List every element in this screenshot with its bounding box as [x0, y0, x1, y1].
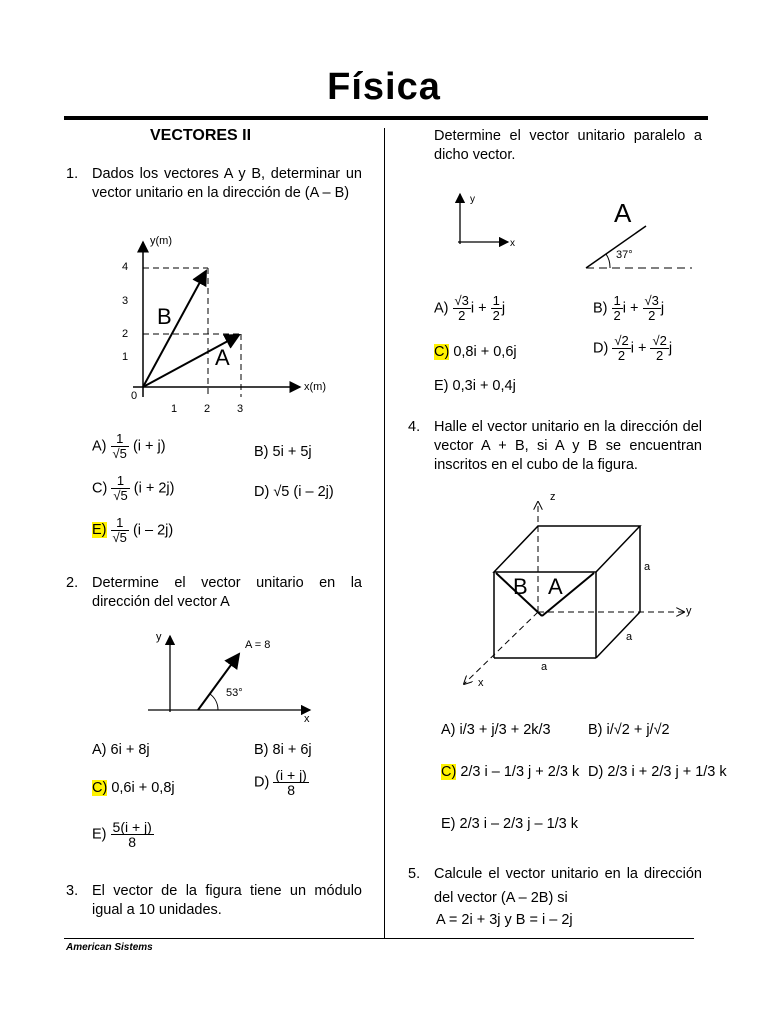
- question-3-continued: Determine el vector unitario paralelo a dicho vector.: [434, 128, 702, 163]
- question-text: Dados los vectores A y B, determinar un vector unitario en la dirección de (A – B): [92, 166, 362, 201]
- option-e[interactable]: E) $\frac{1}{√5}$ (i – 2j): [92, 515, 174, 545]
- y-tick: 4: [122, 261, 129, 273]
- x-axis-label: x(m): [304, 381, 326, 393]
- svg-text:y: y: [470, 194, 475, 205]
- origin-label: 0: [131, 390, 138, 402]
- option-a[interactable]: A) i/3 + j/3 + 2k/3: [441, 722, 551, 738]
- option-d[interactable]: D) $\frac{√2}{2}$ i + $\frac{√2}{2}$ j: [593, 333, 673, 363]
- q1-graph: [100, 232, 340, 422]
- q4-cube-graph: [456, 494, 696, 690]
- option-e[interactable]: E) $\frac{5(i + j)}{8}$: [92, 819, 152, 850]
- option-c[interactable]: C) $\frac{1}{√5}$ (i + 2j): [92, 473, 175, 503]
- y-axis-label: y(m): [150, 235, 172, 247]
- svg-text:a: a: [626, 631, 633, 643]
- option-d[interactable]: D) 2/3 i + 2/3 j + 1/3 k: [588, 764, 727, 780]
- option-a[interactable]: A) 6i + 8j: [92, 742, 150, 758]
- svg-text:A = 8: A = 8: [245, 639, 271, 651]
- question-2: 2. Determine el vector unitario en la dirección del vector A: [66, 575, 362, 610]
- svg-text:a: a: [644, 561, 651, 573]
- question-5: 5. Calcule el vector unitario en la dirección del vector (A – 2B) si: [408, 866, 702, 906]
- option-c[interactable]: C) 2/3 i – 1/3 j + 2/3 k: [441, 764, 580, 780]
- answer-highlight: E): [92, 522, 107, 539]
- x-tick: 1: [171, 403, 178, 415]
- svg-text:A: A: [548, 574, 563, 599]
- answer-highlight: C): [441, 764, 457, 780]
- option-b[interactable]: B) i/√2 + j/√2: [588, 722, 670, 738]
- svg-text:A: A: [614, 198, 632, 228]
- option-e[interactable]: E) 0,3i + 0,4j: [434, 378, 516, 394]
- option-a[interactable]: A) $\frac{√3}{2}$ i + $\frac{1}{2}$ j: [434, 293, 506, 323]
- question-number: 1.: [66, 166, 79, 182]
- option-c[interactable]: C) 0,8i + 0,6j: [434, 344, 517, 360]
- option-d[interactable]: D) √5 (i – 2j): [254, 484, 334, 500]
- svg-text:z: z: [550, 494, 556, 503]
- column-divider: [384, 128, 385, 938]
- vector-a-label: A: [215, 345, 230, 370]
- y-tick: 1: [122, 351, 129, 363]
- svg-text:37°: 37°: [616, 249, 633, 261]
- answer-highlight: C): [434, 344, 450, 360]
- question-5-given: A = 2i + 3j y B = i – 2j: [436, 912, 573, 928]
- svg-text:53°: 53°: [226, 687, 243, 699]
- header-rule: [64, 116, 708, 120]
- option-c[interactable]: C) 0,6i + 0,8j: [92, 780, 175, 796]
- option-b[interactable]: B) $\frac{1}{2}$ i + $\frac{√3}{2}$ j: [593, 293, 665, 323]
- y-tick: 2: [122, 328, 129, 340]
- q2-graph: [140, 626, 320, 726]
- option-a[interactable]: A) $\frac{1}{√5}$ (i + j): [92, 431, 166, 461]
- footer-rule: [64, 938, 694, 939]
- page-title: Física: [327, 66, 441, 108]
- svg-text:x: x: [478, 677, 484, 689]
- q3-graph: [446, 186, 696, 276]
- option-b[interactable]: B) 5i + 5j: [254, 444, 312, 460]
- svg-text:x: x: [510, 238, 515, 249]
- section-title: VECTORES II: [150, 127, 252, 144]
- svg-text:y: y: [686, 605, 692, 617]
- question-3: 3. El vector de la figura tiene un módulo igual a 10 unidades.: [66, 883, 362, 918]
- x-tick: 3: [237, 403, 244, 415]
- x-tick: 2: [204, 403, 211, 415]
- svg-text:B: B: [513, 574, 528, 599]
- svg-text:a: a: [541, 661, 548, 673]
- vector-b-label: B: [157, 304, 172, 329]
- svg-text:y: y: [156, 631, 162, 643]
- option-b[interactable]: B) 8i + 6j: [254, 742, 312, 758]
- question-1: [66, 165, 362, 203]
- option-d[interactable]: D) $\frac{(i + j)}{8}$: [254, 767, 307, 798]
- question-4: 4. Halle el vector unitario en la dirección del vector A + B, si A y B se encuentran inscritos en el cubo de la figura.: [408, 419, 702, 473]
- footer-text: American Sistems: [66, 942, 153, 953]
- svg-text:x: x: [304, 713, 310, 725]
- y-tick: 3: [122, 295, 129, 307]
- answer-highlight: C): [92, 780, 108, 796]
- option-e[interactable]: E) 2/3 i – 2/3 j – 1/3 k: [441, 816, 579, 832]
